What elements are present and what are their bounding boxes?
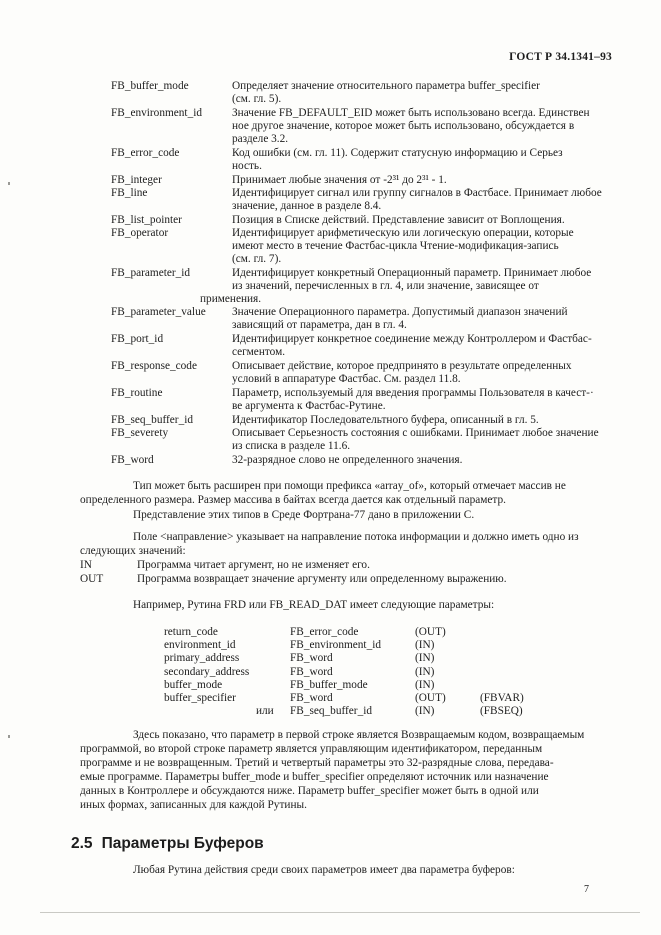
definition-item — [111, 187, 621, 213]
direction-text: Программа возвращает значение аргументу или определенному выражению. — [137, 573, 507, 585]
definition-term: FB_environment_id — [111, 107, 202, 119]
definition-term: FB_list_pointer — [111, 214, 182, 226]
scan-mark — [8, 182, 10, 185]
definition-text: 32-разрядное слово не определенного значения. — [232, 454, 463, 466]
parameter-table — [164, 626, 540, 718]
definitions-list — [111, 80, 621, 467]
paragraph-fortran: Представление этих типов в Среде Фортрана-77 дано в приложении С. — [133, 509, 475, 521]
direction-text: Программа читает аргумент, но не изменяет его. — [137, 559, 370, 571]
page-number: 7 — [584, 884, 589, 895]
table-row: secondary_address FB_word (IN) — [164, 665, 435, 678]
definition-continuation: применения. — [200, 293, 262, 305]
definition-text: Значение Операционного параметра. Допустимый диапазон значений зависящий от параметра, дан в гл. 4. — [232, 306, 568, 331]
definition-item — [111, 214, 621, 227]
definition-term: FB_parameter_id — [111, 267, 191, 279]
scan-mark — [8, 735, 10, 738]
definition-term: FB_response_code — [111, 360, 197, 372]
definition-term: FB_routine — [111, 387, 163, 399]
paragraph-array-type: Тип может быть расширен при помощи префикса «array_of», который отмечает массив не определенного размера. Размер массива в байтах всегда дается как отдельный параметр. — [80, 480, 566, 506]
definition-text: Идентифицирует сигнал или группу сигналов в Фастбасе. Принимает любое значение, данное в разделе 8.4. — [232, 187, 602, 212]
table-row: buffer_mode FB_buffer_mode (IN) — [164, 678, 435, 691]
definition-term: FB_line — [111, 187, 148, 199]
definition-item — [111, 174, 621, 187]
definition-text: Идентификатор Последовательтного буфера, описанный в гл. 5. — [232, 414, 539, 426]
definition-item — [111, 454, 621, 467]
definition-text: Значение FB_DEFAULT_EID может быть использовано всегда. Единствен ное другое значение, которое может быть использовано, обсуждается в разделе 3.2. — [232, 107, 590, 145]
paragraph-section-intro: Любая Рутина действия среди своих параметров имеет два параметра буферов: — [133, 864, 515, 876]
paragraph-direction: Поле <направление> указывает на направление потока информации и должно иметь одно из следующих значений: — [80, 531, 579, 557]
paragraph-example: Например, Рутина FRD или FB_READ_DAT имеет следующие параметры: — [133, 599, 495, 611]
definition-item — [111, 414, 621, 427]
definition-item — [111, 227, 621, 266]
section-number: 2.5 — [71, 835, 93, 852]
direction-key: OUT — [80, 573, 104, 585]
definition-term: FB_error_code — [111, 147, 180, 159]
definition-text: Идентифицирует конкретное соединение между Контроллером и Фастбас- сегментом. — [232, 333, 592, 358]
definition-text: Идентифицирует арифметическую или логическую операции, которые имеют место в течение Фастбас-цикла Чтение-модификация-запись (см. гл. 7). — [232, 227, 574, 265]
definition-term: FB_port_id — [111, 333, 164, 345]
direction-list — [80, 558, 507, 586]
section-heading — [71, 835, 264, 853]
bottom-rule — [40, 912, 640, 913]
definition-text: Описывает Серьезность состояния с ошибками. Принимает любое значение из списка в разделе 11.6. — [232, 427, 599, 452]
definition-item — [111, 387, 621, 413]
definition-item — [111, 427, 621, 453]
table-row: environment_id FB_environment_id (IN) — [164, 639, 435, 652]
direction-item — [80, 572, 507, 586]
definition-text: Позиция в Списке действий. Представление зависит от Воплощения. — [232, 214, 565, 226]
table-row: buffer_specifier FB_word (OUT) (FBVAR) — [164, 692, 524, 705]
definition-text: Параметр, используемый для введения программы Пользователя в качест-· ве аргумента к Фастбас-Рутине. — [232, 387, 594, 412]
definition-item — [111, 107, 621, 146]
definition-text: Принимает любые значения от -2³¹ до 2³¹ - 1. — [232, 174, 447, 186]
definition-term: FB_integer — [111, 174, 162, 186]
table-row: или FB_seq_buffer_id (IN) (FBSEQ) — [256, 705, 523, 718]
definition-text: Код ошибки (см. гл. 11). Содержит статусную информацию и Серьез ность. — [232, 147, 563, 172]
document-header: ГОСТ Р 34.1341–93 — [509, 51, 612, 63]
definition-item — [111, 333, 621, 359]
direction-item — [80, 558, 507, 572]
definition-term: FB_word — [111, 454, 154, 466]
definition-term: FB_seq_buffer_id — [111, 414, 194, 426]
table-row: return_code FB_error_code (OUT) — [164, 626, 446, 638]
definition-item — [111, 147, 621, 173]
definition-item — [111, 267, 621, 293]
definition-item — [111, 306, 621, 332]
definition-item — [111, 80, 621, 106]
section-title: Параметры Буферов — [101, 835, 264, 852]
direction-key: IN — [80, 559, 92, 571]
definition-term: FB_operator — [111, 227, 169, 239]
definition-item — [111, 360, 621, 386]
definition-text: Описывает действие, которое предпринято в результате определенных условий в аппаратуре Фастбас. См. раздел 11.8. — [232, 360, 572, 385]
table-row: primary_address FB_word (IN) — [164, 652, 435, 665]
definition-text: Определяет значение относительного параметра buffer_specifier (см. гл. 5). — [232, 80, 540, 105]
definition-term: FB_severety — [111, 427, 169, 439]
paragraph-explanation: Здесь показано, что параметр в первой строке является Возвращаемым кодом, возвращаемым программой, во второй строке параметр является управляющим идентификатором, переданным программе и не возвращенным. Третий и четвертый параметры это 32-разрядные слова, передава- емые программе. Параметры buffer_mode и buffer_specifier определяют источник или назначение данных в Контроллере и обсуждаются ниже. Параметр buffer_specifier может быть в одной или иных формах, записанных для каждой Рутины. — [80, 729, 585, 811]
definition-term: FB_parameter_value — [111, 306, 206, 318]
definition-term: FB_buffer_mode — [111, 80, 189, 92]
definition-text: Идентифицирует конкретный Операционный параметр. Принимает любое из значений, перечисленных в гл. 4, или значение, зависящее от — [232, 267, 592, 292]
or-conjunction: или — [256, 705, 274, 718]
